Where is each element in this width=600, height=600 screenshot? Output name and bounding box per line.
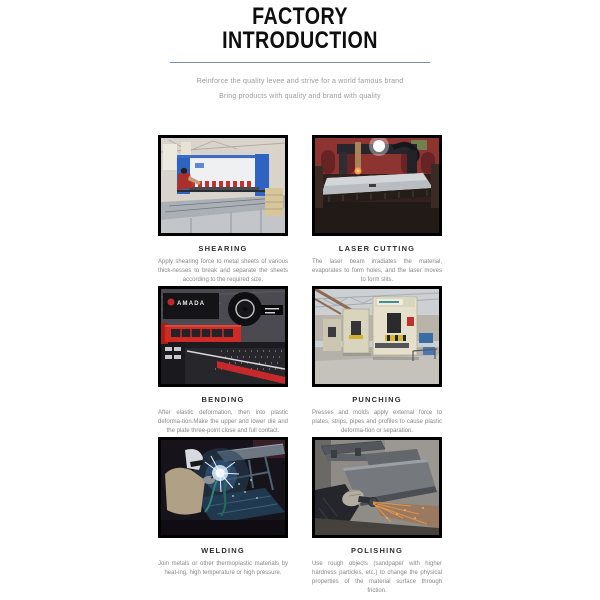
laser-cutting-photo-frame (312, 135, 442, 236)
bending-photo (161, 289, 285, 384)
amada-brand-text: AMADA (177, 301, 206, 307)
process-name: POLISHING (350, 546, 404, 555)
process-description: Use rough objects (sandpaper with higher hardness particles, etc.) to change the physical properties of the material surface through friction. (312, 561, 442, 594)
page-title (0, 5, 600, 53)
page-subtitle (0, 74, 600, 104)
punching-photo-frame (312, 286, 442, 387)
welding-photo (161, 440, 285, 535)
process-grid (158, 135, 442, 597)
process-description: The laser beam irradiates the material, evaporates to form holes, and the laser moves to form slits. (312, 259, 442, 283)
polishing-photo (315, 440, 439, 535)
process-description: Join metals or other thermoplastic materials by heat-ing, high temperature or high pressure. (158, 561, 288, 576)
process-card-punching (312, 286, 442, 436)
process-card-polishing (312, 437, 442, 596)
laser-cutting-photo (315, 138, 439, 233)
process-card-bending (158, 286, 288, 436)
process-name: BENDING (201, 395, 245, 404)
process-name: LASER CUTTING (338, 244, 416, 253)
process-name: SHEARING (198, 244, 248, 253)
process-card-welding (158, 437, 288, 596)
process-description: Presses and molds apply external force to plates, strips, pipes and profiles to cause plastic deforma-tion or separation. (312, 410, 442, 434)
page-title-line2: INTRODUCTION (222, 27, 378, 54)
page-header (0, 0, 600, 104)
process-name: PUNCHING (352, 395, 402, 404)
bending-photo-frame (158, 286, 288, 387)
subtitle-line1: Reinforce the quality levee and strive for a world famous brand (196, 78, 404, 85)
title-divider (170, 62, 430, 63)
welding-photo-frame (158, 437, 288, 538)
polishing-photo-frame (312, 437, 442, 538)
process-card-laser-cutting (312, 135, 442, 285)
punching-photo (315, 289, 439, 384)
shearing-photo (161, 138, 285, 233)
process-description: After elastic deformation, then into plastic deforma-tion.Make the upper and lower die and the plate three-point close and full contact. (158, 410, 288, 434)
process-name: WELDING (201, 546, 245, 555)
shearing-photo-frame (158, 135, 288, 236)
subtitle-line2: Bring products with quality and brand with quality (219, 93, 381, 100)
page-title-line1: FACTORY (252, 3, 348, 30)
process-card-shearing (158, 135, 288, 285)
process-description: Apply shearing force to metal sheets of various thick-nesses to break and separate the sheets according to the required size. (158, 259, 288, 283)
